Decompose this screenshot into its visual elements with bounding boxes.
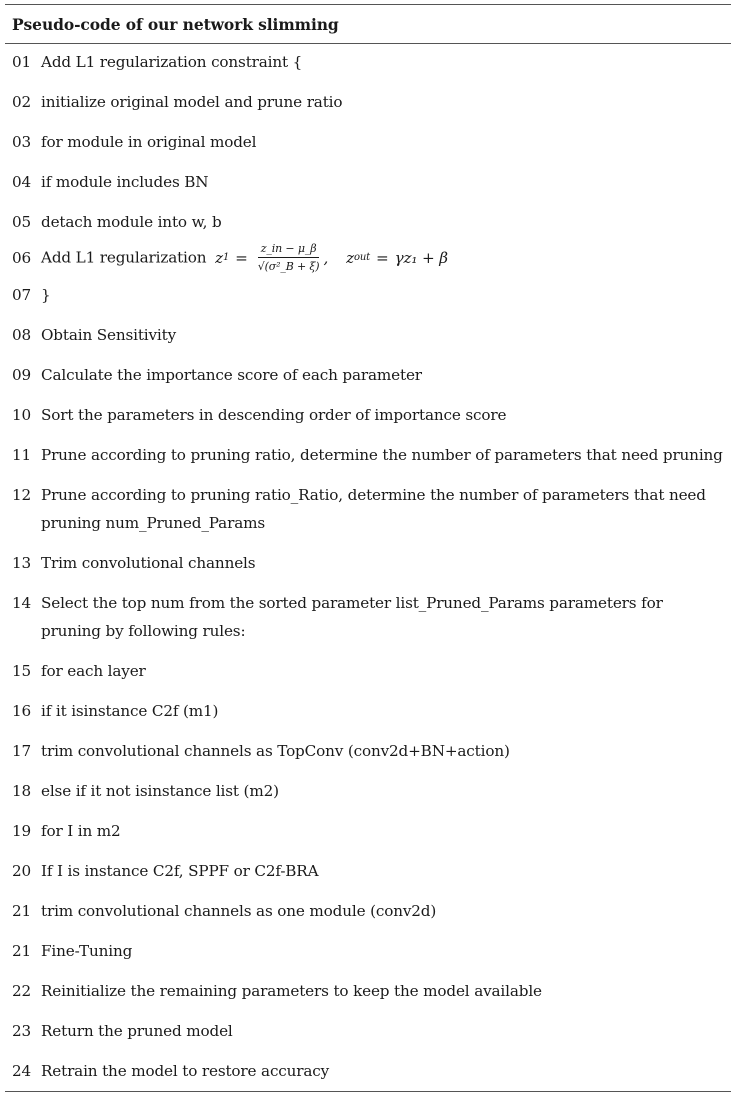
formula-fraction xyxy=(258,242,320,273)
formula-zout-subscript: out xyxy=(354,251,371,263)
line-text: Retrain the model to restore accuracy xyxy=(41,1062,330,1080)
line-number: 20 xyxy=(12,862,32,880)
line-number: 17 xyxy=(12,742,32,760)
code-line xyxy=(5,691,731,731)
formula-equals: = xyxy=(235,248,248,267)
line-number: 11 xyxy=(12,446,32,464)
line-text: Add L1 regularization constraint { xyxy=(41,53,303,71)
code-line xyxy=(5,355,731,395)
pseudo-code-table xyxy=(5,4,731,1092)
code-line xyxy=(5,931,731,971)
code-line xyxy=(5,651,731,691)
code-line xyxy=(5,275,731,315)
line-text-with-formula xyxy=(41,242,731,273)
line-text: if it isinstance C2f (m1) xyxy=(41,702,219,720)
batchnorm-formula xyxy=(215,242,448,273)
line-number: 01 xyxy=(12,53,32,71)
line-number: 10 xyxy=(12,406,32,424)
line-number: 05 xyxy=(12,213,32,231)
line-number: 22 xyxy=(12,982,32,1000)
line-text: initialize original model and prune ratio xyxy=(41,93,343,111)
code-line xyxy=(5,202,731,242)
code-line xyxy=(5,891,731,931)
line-text: Calculate the importance score of each parameter xyxy=(41,366,422,384)
code-line xyxy=(5,771,731,811)
formula-equals: = xyxy=(376,248,389,267)
line-number: 21 xyxy=(12,902,32,920)
line-number: 02 xyxy=(12,93,32,111)
line-text: Add L1 regularization xyxy=(41,248,207,267)
line-number: 19 xyxy=(12,822,32,840)
line-text: Prune according to pruning ratio, determine the number of parameters that need pruning xyxy=(41,446,723,464)
line-number: 21 xyxy=(12,942,32,960)
formula-numerator: z_in − μ_β xyxy=(258,242,320,258)
code-line xyxy=(5,44,731,82)
code-line xyxy=(5,475,731,543)
code-line xyxy=(5,82,731,122)
line-text: } xyxy=(41,286,51,304)
line-number: 24 xyxy=(12,1062,32,1080)
line-text: If I is instance C2f, SPPF or C2f-BRA xyxy=(41,862,319,880)
line-number: 18 xyxy=(12,782,32,800)
code-line xyxy=(5,971,731,1011)
line-text: Prune according to pruning ratio_Ratio, determine the number of parameters that need pruning num_Pruned_Params xyxy=(41,486,706,532)
code-line xyxy=(5,315,731,355)
code-line xyxy=(5,851,731,891)
formula-rhs: γz₁ + β xyxy=(394,248,448,267)
line-number: 08 xyxy=(12,326,32,344)
formula-denominator: √(σ²_B + ξ) xyxy=(257,260,320,273)
line-number: 09 xyxy=(12,366,32,384)
line-number: 13 xyxy=(12,554,32,572)
line-number: 06 xyxy=(12,248,32,267)
code-line xyxy=(5,583,731,651)
code-line xyxy=(5,731,731,771)
line-number: 23 xyxy=(12,1022,32,1040)
line-number: 16 xyxy=(12,702,32,720)
line-text: Return the pruned model xyxy=(41,1022,233,1040)
code-line xyxy=(5,122,731,162)
line-text: for module in original model xyxy=(41,133,257,151)
line-text: else if it not isinstance list (m2) xyxy=(41,782,279,800)
line-number: 03 xyxy=(12,133,32,151)
code-line xyxy=(5,162,731,202)
code-line-formula xyxy=(5,242,731,275)
line-text: detach module into w, b xyxy=(41,213,222,231)
line-text: Obtain Sensitivity xyxy=(41,326,177,344)
line-text: for I in m2 xyxy=(41,822,121,840)
line-text: Reinitialize the remaining parameters to keep the model available xyxy=(41,982,542,1000)
code-line xyxy=(5,811,731,851)
line-text: Fine-Tuning xyxy=(41,942,133,960)
line-number: 15 xyxy=(12,662,32,680)
line-text: Sort the parameters in descending order of importance score xyxy=(41,406,507,424)
code-line xyxy=(5,395,731,435)
formula-z-subscript: 1 xyxy=(222,251,230,263)
line-number: 07 xyxy=(12,286,32,304)
formula-separator: , xyxy=(323,248,329,267)
code-line xyxy=(5,435,731,475)
line-text: if module includes BN xyxy=(41,173,209,191)
code-line xyxy=(5,1051,731,1091)
line-text: trim convolutional channels as one module (conv2d) xyxy=(41,902,437,920)
table-title: Pseudo-code of our network slimming xyxy=(5,5,731,44)
line-text: Select the top num from the sorted parameter list_Pruned_Params parameters for pruning by following rules: xyxy=(41,594,663,640)
formula-zout: z xyxy=(346,248,354,267)
line-number: 12 xyxy=(12,486,32,504)
line-text: Trim convolutional channels xyxy=(41,554,256,572)
code-line xyxy=(5,1011,731,1051)
formula-z: z xyxy=(215,248,223,267)
code-line xyxy=(5,543,731,583)
line-text: trim convolutional channels as TopConv (conv2d+BN+action) xyxy=(41,742,510,760)
line-text: for each layer xyxy=(41,662,146,680)
line-number: 04 xyxy=(12,173,32,191)
line-number: 14 xyxy=(12,594,32,612)
